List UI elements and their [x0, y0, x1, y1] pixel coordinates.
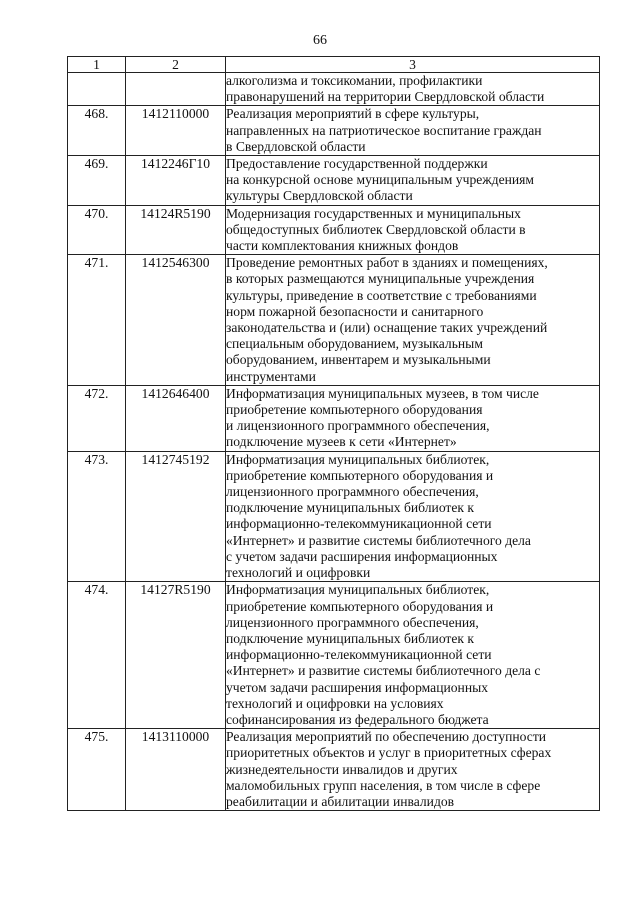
row-number: 473.: [68, 451, 126, 582]
target-article-name: [226, 729, 600, 811]
target-article-code: 1413110000: [126, 729, 226, 811]
target-article-code: 1412745192: [126, 451, 226, 582]
text-line: приобретение компьютерного оборудования: [226, 402, 483, 418]
row-number: 469.: [68, 156, 126, 206]
table-row: [68, 73, 600, 106]
text-line: лицензионного программного обеспечения,: [226, 614, 479, 630]
target-article-code: 14127R5190: [126, 582, 226, 729]
target-article-name: [226, 385, 600, 451]
table-row: [68, 106, 600, 156]
target-article-name: [226, 255, 600, 386]
table-row: [68, 156, 600, 206]
text-line: алкоголизма и токсикомании, профилактики: [226, 73, 483, 88]
target-article-code: 1412546300: [126, 255, 226, 386]
table-row: [68, 205, 600, 255]
table-row: [68, 582, 600, 729]
row-number: 474.: [68, 582, 126, 729]
target-article-code: 14124R5190: [126, 205, 226, 255]
text-line: технологий и оцифровки: [226, 565, 371, 581]
table-header-row: [68, 57, 600, 73]
text-line: технологий и оцифровки на условиях: [226, 695, 444, 711]
text-line: маломобильных групп населения, в том числе в сфере: [226, 777, 541, 793]
text-line: информационно-телекоммуникационной сети: [226, 647, 492, 663]
table-body: [68, 73, 600, 811]
target-article-name: [226, 106, 600, 156]
table-row: [68, 255, 600, 386]
text-line: Информатизация муниципальных музеев, в том числе: [226, 385, 539, 401]
column-header-code: 2: [126, 57, 226, 73]
text-line: оборудованием, инвентарем и музыкальными: [226, 352, 491, 368]
target-article-name: [226, 73, 600, 106]
text-line: в которых размещаются муниципальные учреждения: [226, 271, 535, 287]
text-line: подключение муниципальных библиотек к: [226, 630, 475, 646]
text-line: приобретение компьютерного оборудования и: [226, 467, 494, 483]
table-row: [68, 385, 600, 451]
text-line: на конкурсной основе муниципальным учреждениям: [226, 172, 535, 188]
text-line: Реализация мероприятий по обеспечению доступности: [226, 729, 547, 745]
text-line: «Интернет» и развитие системы библиотечного дела: [226, 532, 531, 548]
text-line: правонарушений на территории Свердловской области: [226, 89, 545, 105]
text-line: специальным оборудованием, музыкальным: [226, 336, 483, 352]
text-line: Проведение ремонтных работ в зданиях и помещениях,: [226, 255, 548, 271]
text-line: с учетом задачи расширения информационных: [226, 548, 498, 564]
text-line: Реализация мероприятий в сфере культуры,: [226, 106, 480, 122]
text-line: реабилитации и абилитации инвалидов: [226, 793, 455, 809]
target-article-code: 1412646400: [126, 385, 226, 451]
text-line: «Интернет» и развитие системы библиотечного дела с: [226, 663, 541, 679]
text-line: и лицензионного программного обеспечения,: [226, 418, 490, 434]
target-article-name: [226, 205, 600, 255]
text-line: лицензионного программного обеспечения,: [226, 484, 479, 500]
row-number: 475.: [68, 729, 126, 811]
row-number: 472.: [68, 385, 126, 451]
target-article-name: [226, 582, 600, 729]
text-line: части комплектования книжных фондов: [226, 238, 459, 254]
text-line: Информатизация муниципальных библиотек,: [226, 451, 490, 467]
text-line: подключение музеев к сети «Интернет»: [226, 434, 457, 450]
row-number: 471.: [68, 255, 126, 386]
text-line: норм пожарной безопасности и санитарного: [226, 303, 484, 319]
table-row: [68, 729, 600, 811]
column-header-name: 3: [226, 57, 600, 73]
text-line: законодательства и (или) оснащение таких учреждений: [226, 320, 548, 336]
target-article-name: [226, 156, 600, 206]
text-line: в Свердловской области: [226, 138, 366, 154]
text-line: софинансирования из федерального бюджета: [226, 711, 489, 727]
budget-classification-table: [67, 56, 600, 811]
text-line: Модернизация государственных и муниципальных: [226, 205, 521, 221]
text-line: культуры Свердловской области: [226, 188, 413, 204]
target-article-code: 1412110000: [126, 106, 226, 156]
text-line: общедоступных библиотек Свердловской области в: [226, 221, 526, 237]
text-line: культуры, приведение в соответствие с требованиями: [226, 287, 537, 303]
text-line: информационно-телекоммуникационной сети: [226, 516, 492, 532]
text-line: направленных на патриотическое воспитание граждан: [226, 122, 542, 138]
text-line: Предоставление государственной поддержки: [226, 156, 488, 172]
column-header-number: 1: [68, 57, 126, 73]
row-number: [68, 73, 126, 106]
text-line: учетом задачи расширения информационных: [226, 679, 489, 695]
text-line: жизнедеятельности инвалидов и других: [226, 761, 458, 777]
text-line: приоритетных объектов и услуг в приоритетных сферах: [226, 745, 552, 761]
row-number: 468.: [68, 106, 126, 156]
target-article-code: 1412246Г10: [126, 156, 226, 206]
text-line: приобретение компьютерного оборудования и: [226, 598, 494, 614]
page-number: 66: [313, 33, 327, 48]
row-number: 470.: [68, 205, 126, 255]
text-line: подключение муниципальных библиотек к: [226, 500, 475, 516]
table-row: [68, 451, 600, 582]
text-line: инструментами: [226, 368, 316, 384]
text-line: Информатизация муниципальных библиотек,: [226, 582, 490, 598]
target-article-code: [126, 73, 226, 106]
target-article-name: [226, 451, 600, 582]
